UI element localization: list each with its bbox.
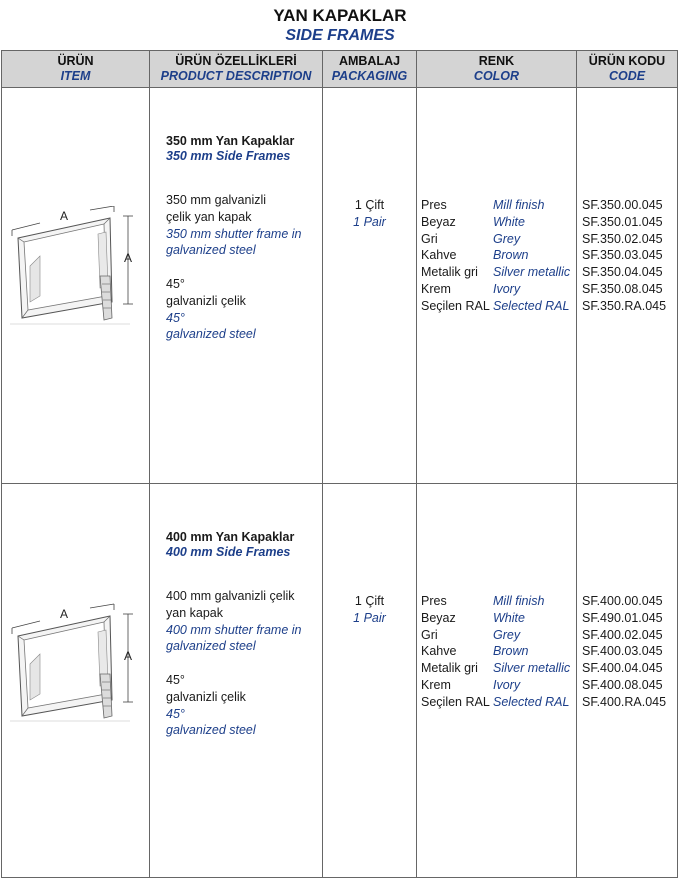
color-name-en: Grey xyxy=(493,627,521,642)
color-name: Pres xyxy=(421,594,447,608)
product-table xyxy=(1,50,678,878)
color-item xyxy=(421,677,576,694)
product-image-cell xyxy=(2,484,150,878)
color-name-en: White xyxy=(493,610,525,625)
header-item xyxy=(2,51,150,88)
color-name-en: Brown xyxy=(493,644,529,659)
packaging-en: 1 Pair xyxy=(353,214,386,229)
dimension-label: A xyxy=(60,607,69,621)
color-item xyxy=(421,643,576,660)
header-color xyxy=(417,51,577,88)
page-subtitle: SIDE FRAMES xyxy=(285,27,395,44)
packaging-cell xyxy=(323,484,417,878)
color-name: Beyaz xyxy=(421,610,456,625)
packaging-cell xyxy=(323,88,417,484)
color-list xyxy=(417,593,576,711)
side-frame-drawing xyxy=(10,206,140,326)
header-description-tr: ÜRÜN ÖZELLİKLERİ xyxy=(175,54,297,68)
color-name: Gri xyxy=(421,231,438,246)
angle-material-en: galvanized steel xyxy=(166,723,256,738)
packaging-en: 1 Pair xyxy=(353,610,386,625)
color-name-en: Ivory xyxy=(493,281,521,296)
color-name-en: Brown xyxy=(493,248,529,263)
color-name: Gri xyxy=(421,627,438,642)
product-description-cell xyxy=(150,484,323,878)
color-item xyxy=(421,610,576,627)
color-name-en: Mill finish xyxy=(493,198,545,212)
product-code: SF.400.00.045 xyxy=(582,594,663,608)
color-name-en: Silver metallic xyxy=(493,265,571,280)
color-item xyxy=(421,694,576,711)
product-code: SF.490.01.045 xyxy=(582,610,663,625)
spec-line: 400 mm galvanizli çelik xyxy=(166,589,295,603)
color-item xyxy=(421,281,576,298)
dimension-label: A xyxy=(124,649,133,663)
product-code: SF.400.02.045 xyxy=(582,627,663,642)
color-item xyxy=(421,660,576,677)
product-code: SF.350.01.045 xyxy=(582,214,663,229)
dimension-label: A xyxy=(124,251,133,265)
color-name: Seçilen RAL xyxy=(421,694,490,709)
header-packaging xyxy=(323,51,417,88)
spec-line: 350 mm galvanizli xyxy=(166,193,267,207)
header-packaging-en: PACKAGING xyxy=(331,69,408,83)
angle-line-en: 45° xyxy=(166,706,185,721)
product-title-en: 400 mm Side Frames xyxy=(166,545,291,559)
code-list xyxy=(577,593,677,711)
product-image-cell xyxy=(2,88,150,484)
product-title-en: 350 mm Side Frames xyxy=(166,149,291,163)
color-name: Krem xyxy=(421,677,451,692)
header-description xyxy=(150,51,323,88)
color-item xyxy=(421,214,576,231)
color-name-en: Selected RAL xyxy=(493,298,570,313)
color-name: Metalik gri xyxy=(421,661,478,676)
packaging-tr: 1 Çift xyxy=(354,594,385,608)
table-header-row xyxy=(2,51,678,88)
header-color-tr: RENK xyxy=(478,54,515,68)
color-name-en: Mill finish xyxy=(493,594,545,608)
spec-line-en: 400 mm shutter frame in xyxy=(166,622,302,637)
code-list xyxy=(577,197,677,315)
color-name-en: Silver metallic xyxy=(493,661,571,676)
color-name: Pres xyxy=(421,198,447,212)
header-code xyxy=(577,51,678,88)
product-code: SF.350.03.045 xyxy=(582,248,663,263)
table-row xyxy=(2,484,678,878)
header-description-en: PRODUCT DESCRIPTION xyxy=(160,69,312,83)
color-name: Kahve xyxy=(421,644,457,659)
packaging-tr: 1 Çift xyxy=(354,198,385,212)
product-title: 400 mm Yan Kapaklar xyxy=(166,530,295,544)
side-frame-drawing xyxy=(10,602,140,722)
color-cell xyxy=(417,88,577,484)
color-item xyxy=(421,593,576,610)
page-title: YAN KAPAKLAR xyxy=(273,6,407,25)
color-item xyxy=(421,197,576,214)
color-name: Beyaz xyxy=(421,214,456,229)
header-item-tr: ÜRÜN xyxy=(57,54,94,68)
product-code: SF.350.04.045 xyxy=(582,265,663,280)
product-code: SF.350.RA.045 xyxy=(582,298,667,313)
spec-line-en: galvanized steel xyxy=(166,243,256,258)
product-code: SF.400.04.045 xyxy=(582,661,663,676)
product-code: SF.400.08.045 xyxy=(582,677,663,692)
color-item xyxy=(421,264,576,281)
color-item xyxy=(421,627,576,644)
spec-line: yan kapak xyxy=(166,605,223,620)
product-code: SF.400.RA.045 xyxy=(582,694,667,709)
spec-line-en: galvanized steel xyxy=(166,639,256,654)
product-code: SF.400.03.045 xyxy=(582,644,663,659)
table-row xyxy=(2,88,678,484)
color-name: Krem xyxy=(421,281,451,296)
color-name-en: Selected RAL xyxy=(493,694,570,709)
color-name-en: Grey xyxy=(493,231,521,246)
spec-line: çelik yan kapak xyxy=(166,209,252,224)
color-item xyxy=(421,298,576,315)
header-code-tr: ÜRÜN KODU xyxy=(588,54,666,68)
color-name: Seçilen RAL xyxy=(421,298,490,313)
product-code: SF.350.08.045 xyxy=(582,281,663,296)
spec-line-en: 350 mm shutter frame in xyxy=(166,226,302,241)
code-cell xyxy=(577,484,678,878)
product-description-cell xyxy=(150,88,323,484)
color-name: Kahve xyxy=(421,248,457,263)
header-code-en: CODE xyxy=(608,69,646,83)
code-cell xyxy=(577,88,678,484)
header-item-en: ITEM xyxy=(60,69,91,83)
angle-line: 45° xyxy=(166,672,185,687)
angle-line-en: 45° xyxy=(166,310,185,325)
angle-material-en: galvanized steel xyxy=(166,327,256,342)
dimension-label: A xyxy=(60,209,69,223)
angle-line: 45° xyxy=(166,276,185,291)
color-list xyxy=(417,197,576,315)
product-code: SF.350.02.045 xyxy=(582,231,663,246)
color-item xyxy=(421,247,576,264)
product-title: 350 mm Yan Kapaklar xyxy=(166,134,295,148)
header-packaging-tr: AMBALAJ xyxy=(338,54,401,68)
color-name-en: Ivory xyxy=(493,677,521,692)
color-name-en: White xyxy=(493,214,525,229)
color-cell xyxy=(417,484,577,878)
angle-material: galvanizli çelik xyxy=(166,689,246,704)
color-name: Metalik gri xyxy=(421,265,478,280)
color-item xyxy=(421,231,576,248)
product-code: SF.350.00.045 xyxy=(582,198,663,212)
angle-material: galvanizli çelik xyxy=(166,293,246,308)
header-color-en: COLOR xyxy=(473,69,520,83)
